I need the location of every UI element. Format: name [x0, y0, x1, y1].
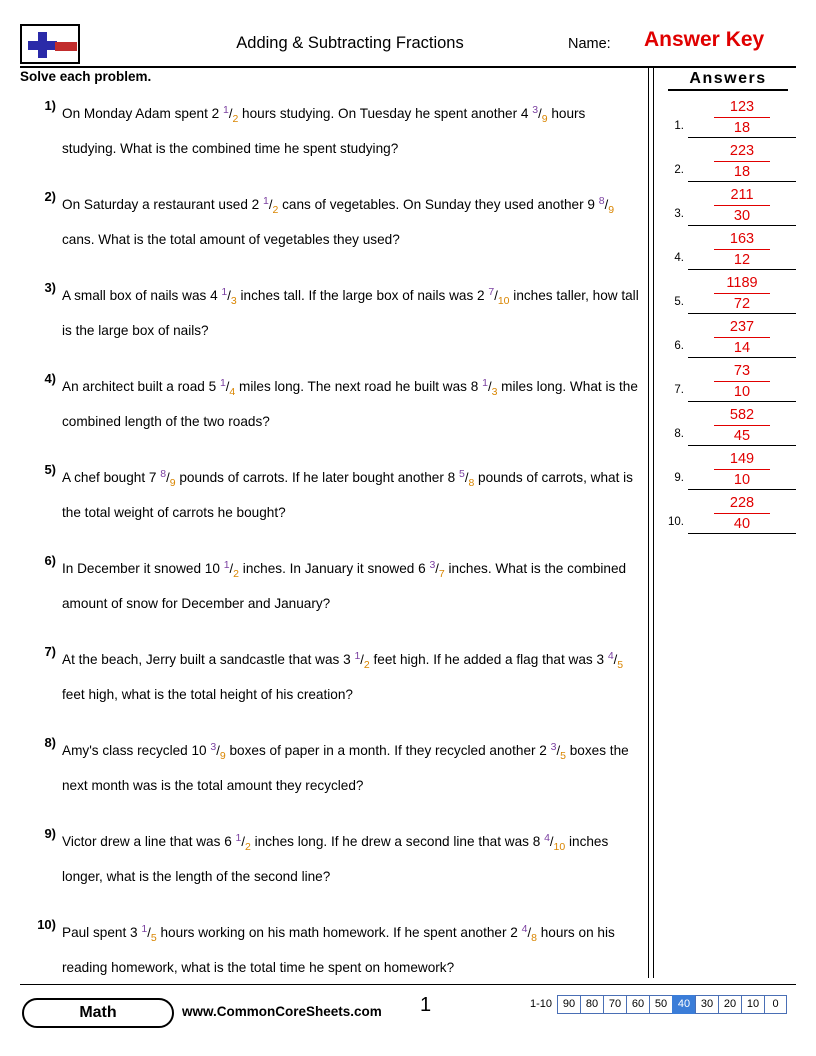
- problem-text-segment: Amy's class recycled 10: [62, 743, 211, 758]
- fraction-denominator: 10: [553, 841, 566, 853]
- problem-text-segment: Paul spent 3: [62, 925, 142, 940]
- problem-text-segment: On Saturday a restaurant used 2: [62, 197, 264, 212]
- fraction-denominator: 9: [541, 113, 548, 125]
- problem-text: [62, 96, 642, 163]
- answer-denominator: 18: [733, 164, 751, 180]
- page-header: [20, 24, 796, 68]
- problem-text-segment: Victor drew a line that was 6: [62, 834, 236, 849]
- problem-item: [22, 824, 642, 891]
- problem-text-segment: hours studying. What is the combined time he spent studying?: [62, 106, 586, 156]
- problem-text-segment: inches. In January it snowed 6: [239, 561, 430, 576]
- answer-denominator: 10: [733, 384, 751, 400]
- answer-row: [658, 404, 808, 448]
- problem-text-segment: inches taller, how tall is the large box of nails?: [62, 288, 639, 338]
- problem-number: 3): [44, 280, 56, 295]
- fraction-slash: /: [216, 743, 220, 758]
- page-title: Adding & Subtracting Fractions: [236, 34, 464, 52]
- fraction-slash: /: [435, 561, 439, 576]
- problem-text-segment: miles long. The next road he built was 8: [235, 379, 483, 394]
- answer-denominator: 10: [733, 472, 751, 488]
- problem-text-segment: hours working on his math homework. If he spent another 2: [156, 925, 522, 940]
- answer-fraction: [688, 274, 796, 313]
- site-url: www.CommonCoreSheets.com: [182, 1004, 382, 1019]
- score-cell: 60: [626, 995, 649, 1014]
- fraction-slash: /: [225, 379, 230, 394]
- fraction-slash: /: [556, 743, 561, 758]
- problem-number: 10): [37, 917, 56, 932]
- answer-blank[interactable]: [688, 272, 796, 314]
- fraction-numerator: 3: [532, 104, 539, 116]
- problem-text-segment: An architect built a road 5: [62, 379, 220, 394]
- problem-text-segment: inches tall. If the large box of nails was 2: [236, 288, 489, 303]
- answer-blank[interactable]: [688, 228, 796, 270]
- column-divider-left: [648, 68, 649, 978]
- answer-row: [658, 272, 808, 316]
- answer-row: [658, 448, 808, 492]
- answer-fraction: [688, 494, 796, 533]
- score-cell: 50: [649, 995, 672, 1014]
- answer-number: 4.: [674, 252, 684, 264]
- answer-numerator: 237: [729, 319, 755, 335]
- problem-text-segment: At the beach, Jerry built a sandcastle that was 3: [62, 652, 355, 667]
- score-cell: 20: [718, 995, 741, 1014]
- fraction-numerator: 3: [210, 741, 217, 753]
- fraction-numerator: 5: [458, 468, 465, 480]
- fraction-slash: /: [464, 470, 469, 485]
- answer-fraction: [688, 230, 796, 269]
- problem-text: [62, 369, 642, 436]
- answer-numerator: 228: [729, 495, 755, 511]
- problem-text-segment: miles long. What is the combined length of the two roads?: [62, 379, 638, 429]
- answer-blank[interactable]: [688, 492, 796, 534]
- fraction-slash: /: [229, 561, 234, 576]
- problem-text-segment: In December it snowed 10: [62, 561, 224, 576]
- fraction-slash: /: [527, 925, 532, 940]
- problem-text: [62, 551, 642, 618]
- answer-number: 8.: [674, 428, 684, 440]
- fraction-numerator: 8: [160, 468, 167, 480]
- instructions: Solve each problem.: [20, 69, 152, 84]
- answer-blank[interactable]: [688, 140, 796, 182]
- fraction-denominator: 3: [230, 295, 237, 307]
- problem-text-segment: boxes of paper in a month. If they recycled another 2: [225, 743, 551, 758]
- answer-row: [658, 96, 808, 140]
- answer-number: 2.: [674, 164, 684, 176]
- answer-fraction-bar: [714, 513, 770, 514]
- fraction-numerator: 1: [482, 377, 488, 389]
- fraction: [263, 187, 278, 225]
- problem-number: 9): [44, 826, 56, 841]
- fraction-slash: /: [147, 925, 151, 940]
- fraction: [608, 642, 623, 680]
- fraction-denominator: 5: [150, 932, 157, 944]
- fraction: [551, 733, 566, 771]
- answer-blank[interactable]: [688, 404, 796, 446]
- answer-denominator: 72: [733, 296, 751, 312]
- problem-item: [22, 915, 642, 982]
- problem-number: 6): [44, 553, 56, 568]
- problem-item: [22, 369, 642, 436]
- header-divider: [20, 66, 796, 68]
- fraction-denominator: 9: [219, 750, 226, 762]
- problem-text: [62, 642, 642, 709]
- answer-numerator: 582: [729, 407, 755, 423]
- footer-divider: [20, 984, 796, 985]
- fraction-numerator: 7: [488, 286, 495, 298]
- problem-text: [62, 187, 642, 254]
- answer-blank[interactable]: [688, 448, 796, 490]
- problem-text-segment: hours on his reading homework, what is the total time he spent on homework?: [62, 925, 615, 975]
- answer-fraction: [688, 98, 796, 137]
- fraction-denominator: 2: [232, 113, 239, 125]
- problem-text-segment: feet high. If he added a flag that was 3: [369, 652, 608, 667]
- fraction-numerator: 1: [223, 559, 230, 571]
- answer-numerator: 211: [730, 187, 754, 203]
- fraction-slash: /: [228, 106, 233, 121]
- answer-list: [658, 96, 808, 536]
- fraction: [488, 278, 509, 316]
- fraction-slash: /: [360, 652, 364, 667]
- problem-item: [22, 96, 642, 163]
- answer-fraction-bar: [714, 425, 770, 426]
- fraction-slash: /: [241, 834, 246, 849]
- fraction-numerator: 8: [598, 195, 605, 207]
- problem-text-segment: On Monday Adam spent 2: [62, 106, 223, 121]
- fraction-slash: /: [268, 197, 273, 212]
- problem-item: [22, 278, 642, 345]
- fraction-denominator: 5: [617, 659, 624, 671]
- answer-blank[interactable]: [688, 316, 796, 358]
- fraction: [224, 551, 239, 589]
- fraction-numerator: 1: [222, 104, 229, 116]
- fraction-denominator: 3: [491, 386, 498, 398]
- answer-numerator: 163: [729, 231, 755, 247]
- answers-heading: Answers: [668, 70, 788, 91]
- fraction-denominator: 2: [272, 204, 279, 216]
- fraction: [210, 733, 225, 771]
- problem-text-segment: boxes the next month was is the total amount they recycled?: [62, 743, 629, 793]
- fraction: [236, 824, 251, 862]
- name-label: Name:: [568, 36, 611, 52]
- fraction-denominator: 7: [438, 568, 445, 580]
- answer-row: [658, 360, 808, 404]
- fraction-denominator: 10: [497, 295, 510, 307]
- problem-text: [62, 278, 642, 345]
- fraction-denominator: 8: [531, 932, 537, 944]
- answer-fraction: [688, 142, 796, 181]
- problem-text-segment: inches long. If he drew a second line that was 8: [250, 834, 545, 849]
- problem-text: [62, 824, 642, 891]
- answer-fraction-bar: [714, 205, 770, 206]
- answer-fraction-bar: [714, 469, 770, 470]
- answer-row: [658, 184, 808, 228]
- answer-denominator: 18: [733, 120, 751, 136]
- answer-row: [658, 140, 808, 184]
- problem-text: [62, 733, 642, 800]
- fraction: [221, 278, 236, 316]
- fraction-denominator: 2: [363, 659, 370, 671]
- problem-text-segment: pounds of carrots. If he later bought another 8: [175, 470, 459, 485]
- fraction-denominator: 9: [608, 204, 615, 216]
- answer-fraction-bar: [714, 381, 770, 382]
- answer-blank[interactable]: [688, 96, 796, 138]
- fraction: [599, 187, 614, 225]
- answer-denominator: 12: [733, 252, 751, 268]
- answer-fraction: [688, 450, 796, 489]
- fraction-slash: /: [549, 834, 554, 849]
- fraction-slash: /: [166, 470, 170, 485]
- fraction-numerator: 1: [219, 377, 226, 389]
- answer-number: 7.: [674, 384, 684, 396]
- answer-denominator: 30: [733, 208, 751, 224]
- fraction: [544, 824, 565, 862]
- score-cell: 30: [695, 995, 718, 1014]
- answer-fraction-bar: [714, 249, 770, 250]
- fraction-numerator: 1: [141, 923, 148, 935]
- score-cell: 80: [580, 995, 603, 1014]
- answer-row: [658, 492, 808, 536]
- page-number: 1: [420, 994, 432, 1016]
- fraction: [160, 460, 175, 498]
- score-cell: 70: [603, 995, 626, 1014]
- answer-fraction-bar: [714, 117, 770, 118]
- fraction: [532, 96, 547, 134]
- fraction: [223, 96, 238, 134]
- answer-fraction: [688, 318, 796, 357]
- problem-text-segment: A small box of nails was 4: [62, 288, 222, 303]
- fraction: [459, 460, 474, 498]
- fraction-numerator: 4: [607, 650, 614, 662]
- answer-number: 6.: [674, 340, 684, 352]
- answer-fraction-bar: [714, 161, 770, 162]
- answer-row: [658, 228, 808, 272]
- problem-item: [22, 551, 642, 618]
- answer-numerator: 1189: [726, 275, 758, 291]
- problem-item: [22, 642, 642, 709]
- problem-number: 7): [44, 644, 56, 659]
- commoncoresheets-logo-icon: [20, 24, 80, 64]
- answer-fraction: [688, 362, 796, 401]
- answer-fraction: [688, 186, 796, 225]
- problem-text-segment: inches. What is the combined amount of snow for December and January?: [62, 561, 627, 611]
- problem-item: [22, 733, 642, 800]
- fraction-denominator: 9: [169, 477, 176, 489]
- answer-number: 1.: [674, 120, 684, 132]
- problem-number: 4): [44, 371, 56, 386]
- fraction-slash: /: [227, 288, 231, 303]
- score-range-label: 1-10: [530, 998, 553, 1010]
- fraction-slash: /: [538, 106, 542, 121]
- answer-fraction-bar: [714, 293, 770, 294]
- answer-row: [658, 316, 808, 360]
- fraction: [220, 369, 235, 407]
- problem-item: [22, 460, 642, 527]
- fraction-numerator: 3: [550, 741, 557, 753]
- answer-fraction: [688, 406, 796, 445]
- fraction-slash: /: [604, 197, 609, 212]
- answer-denominator: 14: [733, 340, 751, 356]
- fraction-denominator: 8: [468, 477, 475, 489]
- score-cell: 10: [741, 995, 764, 1014]
- fraction: [482, 369, 497, 407]
- answer-fraction-bar: [714, 337, 770, 338]
- problem-text-segment: hours studying. On Tuesday he spent another 4: [238, 106, 533, 121]
- problem-text-segment: cans. What is the total amount of vegetables they used?: [62, 232, 400, 247]
- column-divider-right: [653, 68, 654, 978]
- answer-numerator: 123: [729, 99, 755, 115]
- subject-badge: Math: [22, 998, 174, 1028]
- problem-text-segment: pounds of carrots, what is the total weight of carrots he bought?: [62, 470, 633, 520]
- fraction-denominator: 5: [560, 750, 566, 762]
- score-cell: 0: [764, 995, 787, 1014]
- fraction-numerator: 4: [521, 923, 528, 935]
- fraction-numerator: 1: [354, 650, 361, 662]
- fraction: [141, 915, 156, 953]
- answer-numerator: 73: [733, 363, 751, 379]
- answer-blank[interactable]: [688, 360, 796, 402]
- answer-number: 9.: [674, 472, 684, 484]
- problem-number: 5): [44, 462, 56, 477]
- score-cell: 40: [672, 995, 695, 1014]
- fraction-denominator: 2: [245, 841, 251, 853]
- answer-denominator: 45: [733, 428, 751, 444]
- fraction: [354, 642, 369, 680]
- problem-list: [22, 96, 642, 1006]
- score-cell: 90: [557, 995, 580, 1014]
- fraction-denominator: 4: [229, 386, 236, 398]
- fraction-numerator: 4: [544, 832, 550, 844]
- answer-denominator: 40: [733, 516, 751, 532]
- problem-text-segment: feet high, what is the total height of his creation?: [62, 687, 353, 702]
- problem-number: 2): [44, 189, 56, 204]
- problem-text-segment: inches longer, what is the length of the second line?: [62, 834, 609, 884]
- problem-item: [22, 187, 642, 254]
- fraction-slash: /: [494, 288, 498, 303]
- fraction-numerator: 1: [263, 195, 269, 207]
- problem-number: 8): [44, 735, 56, 750]
- fraction: [429, 551, 444, 589]
- fraction-slash: /: [487, 379, 492, 394]
- problem-text-segment: A chef bought 7: [62, 470, 161, 485]
- fraction-numerator: 1: [235, 832, 242, 844]
- fraction-numerator: 1: [221, 286, 228, 298]
- answer-numerator: 223: [729, 143, 755, 159]
- score-scale: [530, 994, 787, 1014]
- fraction-slash: /: [613, 652, 618, 667]
- problem-text-segment: cans of vegetables. On Sunday they used another 9: [278, 197, 599, 212]
- answer-numerator: 149: [729, 451, 755, 467]
- answer-key-stamp: Answer Key: [644, 28, 765, 51]
- answer-number: 10.: [668, 516, 684, 528]
- answer-number: 3.: [674, 208, 684, 220]
- answer-blank[interactable]: [688, 184, 796, 226]
- problem-text: [62, 460, 642, 527]
- answer-number: 5.: [674, 296, 684, 308]
- fraction: [522, 915, 537, 953]
- fraction-denominator: 2: [233, 568, 240, 580]
- problem-text: [62, 915, 642, 982]
- problem-number: 1): [44, 98, 56, 113]
- fraction-numerator: 3: [429, 559, 436, 571]
